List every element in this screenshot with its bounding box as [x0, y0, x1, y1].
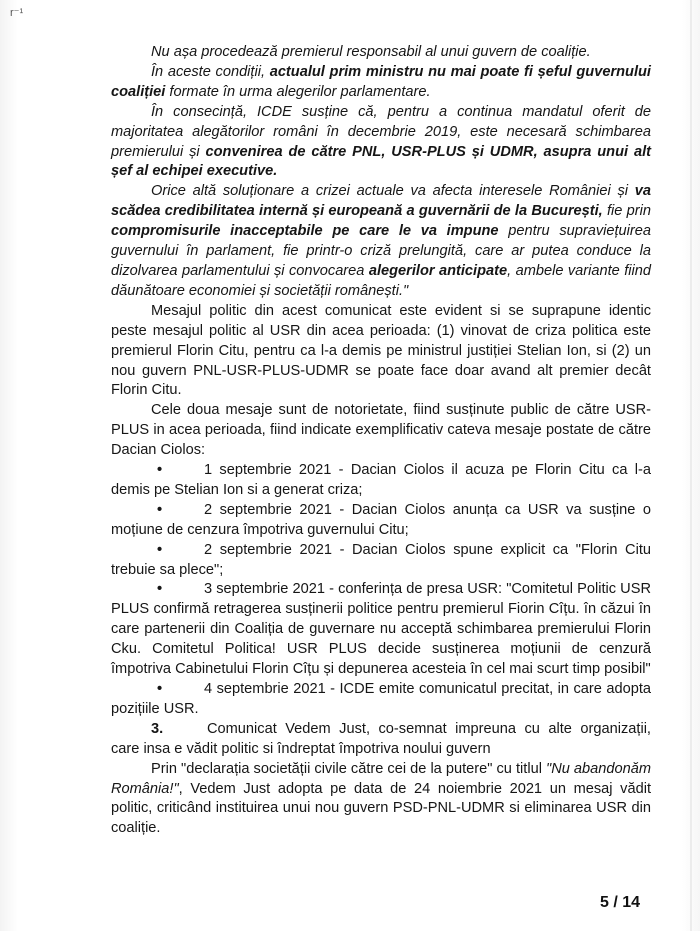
- document-body: [111, 43, 651, 839]
- bullet-text: 4 septembrie 2021 - ICDE emite comunicatul precitat, in care adopta pozițiile USR.: [111, 681, 651, 717]
- paragraph-1: Nu așa procedează premierul responsabil al unui guvern de coaliție.: [151, 44, 591, 60]
- text-run: În consecință, ICDE susține că, pentru a continua mandatul oferit de majoritatea alegătorilor români în decembrie 2019, este necesară schimbarea premierului și: [111, 103, 651, 160]
- bold-run: convenirea de către PNL, USR-PLUS și UDMR, asupra unui alt șef al echipei executive.: [111, 143, 651, 180]
- bullet-item-4: [111, 580, 651, 680]
- bullet-item-1: [111, 461, 651, 501]
- item-text: Comunicat Vedem Just, co-semnat impreuna cu alte organizații, care insa e vădit politic si îndreptat împotriva noului guvern: [111, 720, 651, 757]
- bullet-icon: •: [157, 462, 163, 479]
- bullet-item-5: [111, 680, 651, 720]
- text-run: formate în urma alegerilor parlamentare.: [165, 83, 431, 100]
- bold-run: va scădea credibilitatea internă și europeană a guvernării de la București,: [111, 183, 651, 220]
- text-run: , Vedem Just adopta pe data de 24 noiembrie 2021 un mesaj vădit politic, criticând instituirea unui nou guvern PSD-PNL-UDMR si eliminarea USR din coaliție.: [111, 780, 651, 837]
- bold-run: actualul prim ministru nu mai poate fi șeful guvernului coaliției: [111, 63, 651, 100]
- bullet-item-2: [111, 501, 651, 541]
- numbered-item-3: [111, 720, 651, 760]
- bold-run: compromisurile inacceptabile pe care le va impune: [111, 223, 499, 240]
- paragraph-5: Mesajul politic din acest comunicat este evident si se suprapune identic peste mesajul politic al USR din acea perioada: (1) vinovat de criza politica este premierul Florin Citu, pentru ca l-a demis pe ministrul justiției Stelian Ion, si (2) un nou guvern PNL-USR-PLUS-UDMR se poate face doar avand alt premier decât Florin Citu.: [111, 302, 651, 399]
- text-run: fie prin: [602, 203, 652, 220]
- page-number: 5 / 14: [600, 894, 641, 911]
- italic-run: "Nu abandonăm România!": [111, 760, 652, 797]
- bullet-text: 3 septembrie 2021 - conferința de presa USR: "Comitetul Politic USR PLUS confirmă retragerea susținerii politice pentru premierul Fiorin Cîțu. în căzui în care partenerii din Coaliția de guvernare nu acceptă schimbarea premierului Florin Cku. Comitetul Politica! USR PLUS decide susținerea moțiunii de cenzură împotriva Cabinetului Florin Cîțu și depunerea acesteia în cel mai scurt timp posibil": [111, 581, 651, 678]
- bullet-text: 1 septembrie 2021 - Dacian Ciolos il acuza pe Florin Citu ca l-a demis pe Stelian Ion si a generat criza;: [111, 462, 651, 498]
- scan-edge: [690, 0, 692, 931]
- text-run: , ambele variante fiind dăunătoare economiei și societății românești.": [111, 262, 652, 299]
- paragraph-2: [111, 63, 651, 103]
- paragraph-6: Cele doua mesaje sunt de notorietate, fiind susținute public de către USR-PLUS in acea perioada, fiind indicate exemplificativ cateva mesaje postate de către Dacian Ciolos:: [111, 402, 651, 459]
- text-run: pentru supraviețuirea guvernului în parlament, fie printr-o criză prelungită, care ar putea conduce la dizolvarea parlamentului și convocarea: [111, 223, 651, 279]
- bold-run: alegerilor anticipate: [368, 262, 508, 279]
- bullet-text: 2 septembrie 2021 - Dacian Ciolos spune explicit ca "Florin Citu trebuie sa plece";: [111, 541, 651, 578]
- paragraph-7: [111, 760, 651, 840]
- paragraph-4: [111, 182, 651, 301]
- item-number: 3.: [151, 720, 164, 737]
- bullet-icon: •: [157, 541, 163, 558]
- bullet-icon: •: [157, 581, 163, 598]
- text-run: În aceste condiții,: [151, 63, 270, 80]
- text-run: Orice altă soluționare a crizei actuale va afecta interesele României și: [151, 183, 635, 200]
- bullet-text: 2 septembrie 2021 - Dacian Ciolos anunța ca USR va susține o moțiune de cenzura împotriva guvernului Citu;: [111, 501, 651, 538]
- bullet-icon: •: [157, 501, 163, 518]
- corner-mark: r⁻¹: [10, 7, 24, 19]
- paragraph-3: [111, 103, 651, 183]
- bullet-item-3: [111, 541, 651, 581]
- bullet-icon: •: [157, 681, 163, 697]
- text-run: Prin "declarația societății civile către cei de la putere" cu titlul: [151, 760, 547, 777]
